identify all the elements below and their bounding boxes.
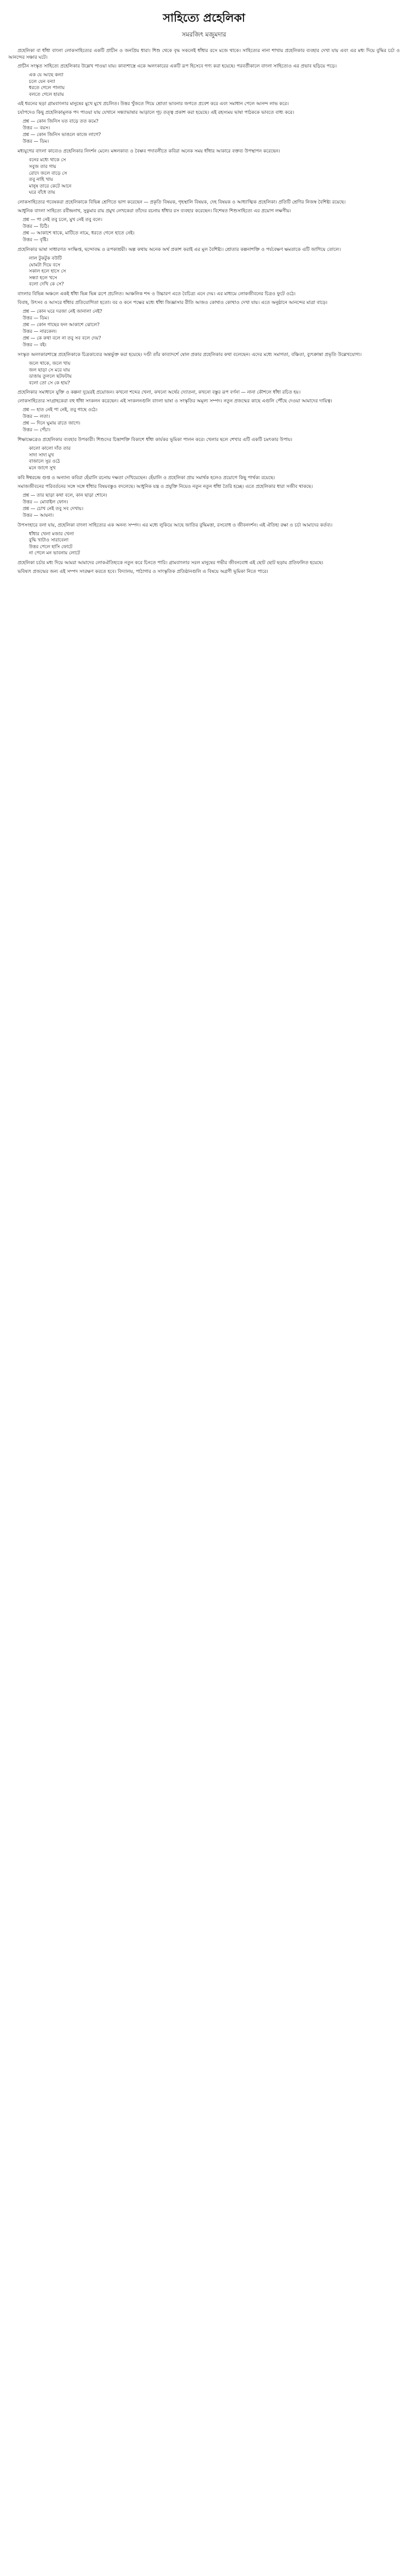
riddle-line: উত্তর — ডিম। — [23, 139, 49, 145]
verse-line: লাল টুকটুক বউটি — [29, 256, 62, 261]
verse-line: রোদে জলে বাড়ে সে — [29, 171, 67, 176]
riddle-qa-block — [23, 407, 400, 434]
verse-block — [29, 157, 400, 196]
verse-line: বলো তো সে কে হায়? — [29, 380, 70, 386]
article-page — [0, 9, 408, 2576]
riddle-line: উত্তর — আয়না। — [23, 513, 54, 518]
riddle-line: প্রশ্ন — কে কথা বলে না তবু সব বলে দেয়? — [23, 335, 101, 341]
verse-line: বাজালে সুর ওঠে — [29, 459, 60, 465]
verse-line: এক যে আছে কন্যা — [29, 73, 64, 78]
riddle-line: প্রশ্ন — কোন ঘরে দরজা নেই জানালা নেই? — [23, 309, 102, 314]
paragraph: প্রহেলিকার সমাধানে যুক্তি ও কল্পনা দুয়েরই প্রয়োজন। কখনো শব্দের খেলা, কখনো অর্থের দ্যোতনা, কখনো বস্তুর রূপ বর্ণনা — নানা কৌশলে ধাঁধা রচিত হয়। — [18, 390, 301, 396]
paragraph: প্রাচীন সংস্কৃত সাহিত্যে প্রহেলিকার উল্লেখ পাওয়া যায়। কাব্যশাস্ত্রে একে অলংকারের একটি রূপ হিসেবে গণ্য করা হয়েছে। পরবর্তীকালে বাংলা সাহিত্যেও এর প্রভাব ছড়িয়ে পড়ে। — [18, 64, 337, 69]
riddle-line: উত্তর — ডিম। — [23, 315, 49, 321]
riddle-line: উত্তর — বৃষ্টি। — [23, 237, 48, 243]
paragraph: বাংলার বিভিন্ন অঞ্চলে একই ধাঁধা ভিন্ন ভিন্ন রূপে প্রচলিত। আঞ্চলিক শব্দ ও উচ্চারণ এতে বৈচিত্র্য এনে দেয়। এর মাধ্যমে লোকজীবনের চিত্রও ফুটে ওঠে। — [18, 291, 296, 297]
verse-line: ঘরে বাঁধে তায় — [29, 190, 55, 196]
verse-block — [29, 72, 400, 98]
riddle-line: প্রশ্ন — আকাশে থাকে, মাটিতে নামে, ধরতে গেলে হাতে নেই। — [23, 230, 135, 236]
paragraph: বিবাহ, উৎসব ও আসরে ধাঁধার প্রতিযোগিতা হতো। বর ও কনে পক্ষের মধ্যে ধাঁধা জিজ্ঞাসার রীতি আজও কোথাও কোথাও দেখা যায়। এতে অনুষ্ঠানে আনন্দের মাত্রা বাড়ে। — [18, 300, 328, 306]
paragraph: প্রহেলিকা চর্চার মধ্য দিয়ে আমরা আমাদের লোকঐতিহ্যকে নতুন করে চিনতে পারি। গ্রামবাংলার সরল মানুষের গভীর জীবনবোধ এই ছোট ছোট ছড়ায় প্রতিফলিত হয়েছে। — [18, 561, 323, 566]
riddle-line: প্রশ্ন — কোন জিনিস ভাঙলে কাজে লাগে? — [23, 132, 101, 138]
riddle-line: উত্তর — লতা। — [23, 414, 50, 420]
verse-line: ধাঁধার খেলা মজার খেলা — [29, 531, 74, 537]
riddle-line: উত্তর — বই। — [23, 342, 47, 348]
article-author: সমরজিৎ মজুমদার — [182, 31, 226, 38]
verse-line: চলে যেন বন্যা — [29, 79, 55, 84]
verse-line: মানুষ তারে কেটে আনে — [29, 183, 72, 189]
verse-line: না পেলে মন ভাবনায় লোটে — [29, 551, 80, 556]
article-body — [0, 48, 408, 575]
riddle-line: প্রশ্ন — চোখ নেই তবু সব দেখায়। — [23, 506, 84, 512]
riddle-line: প্রশ্ন — কোন গাছের ফল আকাশে ঝোলে? — [23, 322, 100, 328]
verse-block — [29, 361, 400, 386]
verse-line: জল ছাড়া সে মরে যায় — [29, 367, 70, 373]
verse-line: ঘোমটা দিয়ে বসে — [29, 262, 60, 268]
paragraph: সমাজজীবনের পরিবর্তনের সঙ্গে সঙ্গে ধাঁধার বিষয়বস্তুও বদলেছে। আধুনিক যন্ত্র ও প্রযুক্তি নিয়েও নতুন নতুন ধাঁধা তৈরি হচ্ছে। এতে প্রহেলিকার ধারা সজীব থাকছে। — [18, 484, 313, 489]
riddle-line: প্রশ্ন — কোন জিনিস যত বাড়ে তত কমে? — [23, 119, 99, 125]
verse-line: ডাঙায় তুললে ছটফটায় — [29, 374, 72, 380]
verse-line: কালো কালো দাঁত তার — [29, 446, 71, 452]
riddle-line: উত্তর — চিঠি। — [23, 224, 50, 229]
riddle-line: উত্তর — পেঁচা। — [23, 428, 51, 433]
riddle-qa-block — [23, 493, 400, 519]
article-title: সাহিত্যে প্রহেলিকা — [162, 12, 246, 25]
verse-block — [29, 256, 400, 288]
verse-line: সাদা সাদা মুখ — [29, 452, 54, 458]
verse-line: বলতে গেলে হারায় — [29, 92, 64, 97]
riddle-line: প্রশ্ন — পা নেই তবু চলে, মুখ নেই তবু বলে। — [23, 217, 103, 223]
verse-line: উত্তর পেলে হাসি ফোটে — [29, 544, 73, 550]
paragraph: লোকসাহিত্যের সংগ্রাহকেরা বহু ধাঁধা সংকলন করেছেন। এই সংকলনগুলি বাংলা ভাষা ও সংস্কৃতির অমূল্য সম্পদ। নতুন প্রজন্মের কাছে এগুলি পৌঁছে দেওয়া আমাদের দায়িত্ব। — [18, 399, 332, 404]
verse-line: সবুজ তার গায় — [29, 164, 56, 170]
paragraph: শিক্ষাক্ষেত্রেও প্রহেলিকার ব্যবহার উপকারী। শিশুদের চিন্তাশক্তি বিকাশে ধাঁধা কার্যকর ভূমিকা পালন করে। খেলার ছলে শেখার এটি একটি চমৎকার উপায়। — [18, 437, 292, 443]
paragraph: মধ্যযুগের বাংলা কাব্যেও প্রহেলিকার নিদর্শন মেলে। মঙ্গলকাব্য ও বৈষ্ণব পদাবলীতে কবিরা অনেক সময় ধাঁধার আকারে বক্তব্য উপস্থাপন করেছেন। — [18, 149, 280, 155]
paragraph: প্রহেলিকা বা ধাঁধা বাংলা লোকসাহিত্যের একটি প্রাচীন ও জনপ্রিয় ধারা। শিশু থেকে বৃদ্ধ সকলেই ধাঁধার রসে মজে থাকে। সাহিত্যের নানা শাখায় প্রহেলিকার ব্যবহার দেখা যায় এবং এর মধ্য দিয়ে বুদ্ধির চর্চা ও আনন্দের সঞ্চার ঘটে। — [8, 48, 400, 60]
riddle-line: উত্তর — মোবাইল ফোন। — [23, 499, 68, 505]
riddle-qa-block — [23, 118, 400, 145]
riddle-qa-block — [23, 309, 400, 349]
paragraph: চর্যাপদেও কিছু প্রহেলিকামূলক পদ পাওয়া যায় যেখানে সন্ধ্যাভাষার আড়ালে গূঢ় তত্ত্ব প্রকাশ করা হয়েছে। এই রহস্যময় ভাষা পাঠককে ভাবতে বাধ্য করে। — [18, 110, 295, 116]
paragraph: কবি ঈশ্বরচন্দ্র গুপ্ত ও অন্যান্য কবিরা হেঁয়ালি রচনায় দক্ষতা দেখিয়েছেন। হেঁয়ালি ও প্রহেলিকা প্রায় সমার্থক হলেও প্রয়োগে কিছু পার্থক্য রয়েছে। — [18, 475, 275, 481]
verse-line: বনের মধ্যে থাকে সে — [29, 158, 66, 163]
riddle-line: প্রশ্ন — হাত নেই পা নেই, তবু গাছে ওঠে। — [23, 408, 97, 413]
verse-line: মনে জাগে সুখ — [29, 466, 56, 471]
paragraph: প্রহেলিকার ভাষা সাধারণত সংক্ষিপ্ত, ছন্দোবদ্ধ ও রূপকাশ্রয়ী। অল্প কথায় অনেক অর্থ প্রকাশ করাই এর মূল বৈশিষ্ট্য। শ্রোতার কল্পনাশক্তি ও পর্যবেক্ষণ ক্ষমতাকে এটি জাগিয়ে তোলে। — [18, 247, 341, 252]
riddle-qa-block — [23, 217, 400, 244]
verse-line: বলো দেখি কে সে? — [29, 282, 64, 287]
paragraph: লোকসাহিত্যের গবেষকরা প্রহেলিকাকে বিভিন্ন শ্রেণিতে ভাগ করেছেন — প্রকৃতি বিষয়ক, গৃহস্থালি বিষয়ক, দেহ বিষয়ক ও আধ্যাত্মিক প্রহেলিকা। প্রতিটি শ্রেণির নিজস্ব বৈশিষ্ট্য রয়েছে। — [18, 199, 346, 205]
verse-line: বুদ্ধি খাটাও সারাবেলা — [29, 538, 69, 544]
paragraph: ভবিষ্যৎ প্রজন্মের জন্য এই সম্পদ সংরক্ষণ করতে হবে। বিদ্যালয়, পাঠাগার ও সাংস্কৃতিক প্রতিষ্ঠানগুলি এ বিষয়ে অগ্রণী ভূমিকা নিতে পারে। — [18, 569, 268, 575]
riddle-line: প্রশ্ন — তার ছাড়া কথা বলে, কান ছাড়া শোনে। — [23, 493, 107, 498]
verse-line: ধরতে গেলে পালায় — [29, 86, 65, 91]
riddle-line: উত্তর — বয়স। — [23, 126, 50, 131]
riddle-line: উত্তর — নারকেল। — [23, 329, 57, 334]
verse-line: সন্ধ্যা হলে খসে — [29, 275, 57, 281]
riddle-line: প্রশ্ন — দিনে ঘুমায় রাতে জাগে। — [23, 421, 80, 427]
verse-line: জলে থাকে, জলে খায় — [29, 361, 71, 366]
verse-block — [29, 446, 400, 471]
paragraph: আধুনিক বাংলা সাহিত্যে রবীন্দ্রনাথ, সুকুমার রায় প্রমুখ লেখকেরা তাঁদের রচনায় ধাঁধার রস ব্যবহার করেছেন। বিশেষত শিশুসাহিত্যে এর প্রয়োগ লক্ষণীয়। — [18, 208, 291, 214]
verse-line: সকাল হলে হাসে সে — [29, 269, 66, 275]
paragraph: এই ধরনের ছড়া গ্রামবাংলার মানুষের মুখে মুখে প্রচলিত। উত্তর খুঁজতে গিয়ে শ্রোতা ভাবনার জগতে প্রবেশ করে এবং সমাধান পেলে আনন্দ লাভ করে। — [18, 101, 289, 107]
paragraph: সংস্কৃত অলংকারশাস্ত্রে প্রহেলিকাকে চিত্রকাব্যের অন্তর্ভুক্ত করা হয়েছে। দণ্ডী তাঁর কাব্যাদর্শে ষোল প্রকার প্রহেলিকার কথা বলেছেন। এদের মধ্যে সমাগতা, বঞ্চিতা, ব্যুৎক্রান্তা প্রভৃতি উল্লেখযোগ্য। — [18, 352, 362, 358]
verse-block — [29, 531, 400, 557]
verse-line: তবু নাহি খায় — [29, 177, 53, 183]
paragraph: উপসংহারে বলা যায়, প্রহেলিকা বাংলা সাহিত্যের এক অনন্য সম্পদ। এর মধ্যে লুকিয়ে আছে জাতির বুদ্ধিমত্তা, রসবোধ ও জীবনদর্শন। এই ঐতিহ্য রক্ষা ও চর্চা আমাদের কর্তব্য। — [18, 522, 333, 528]
